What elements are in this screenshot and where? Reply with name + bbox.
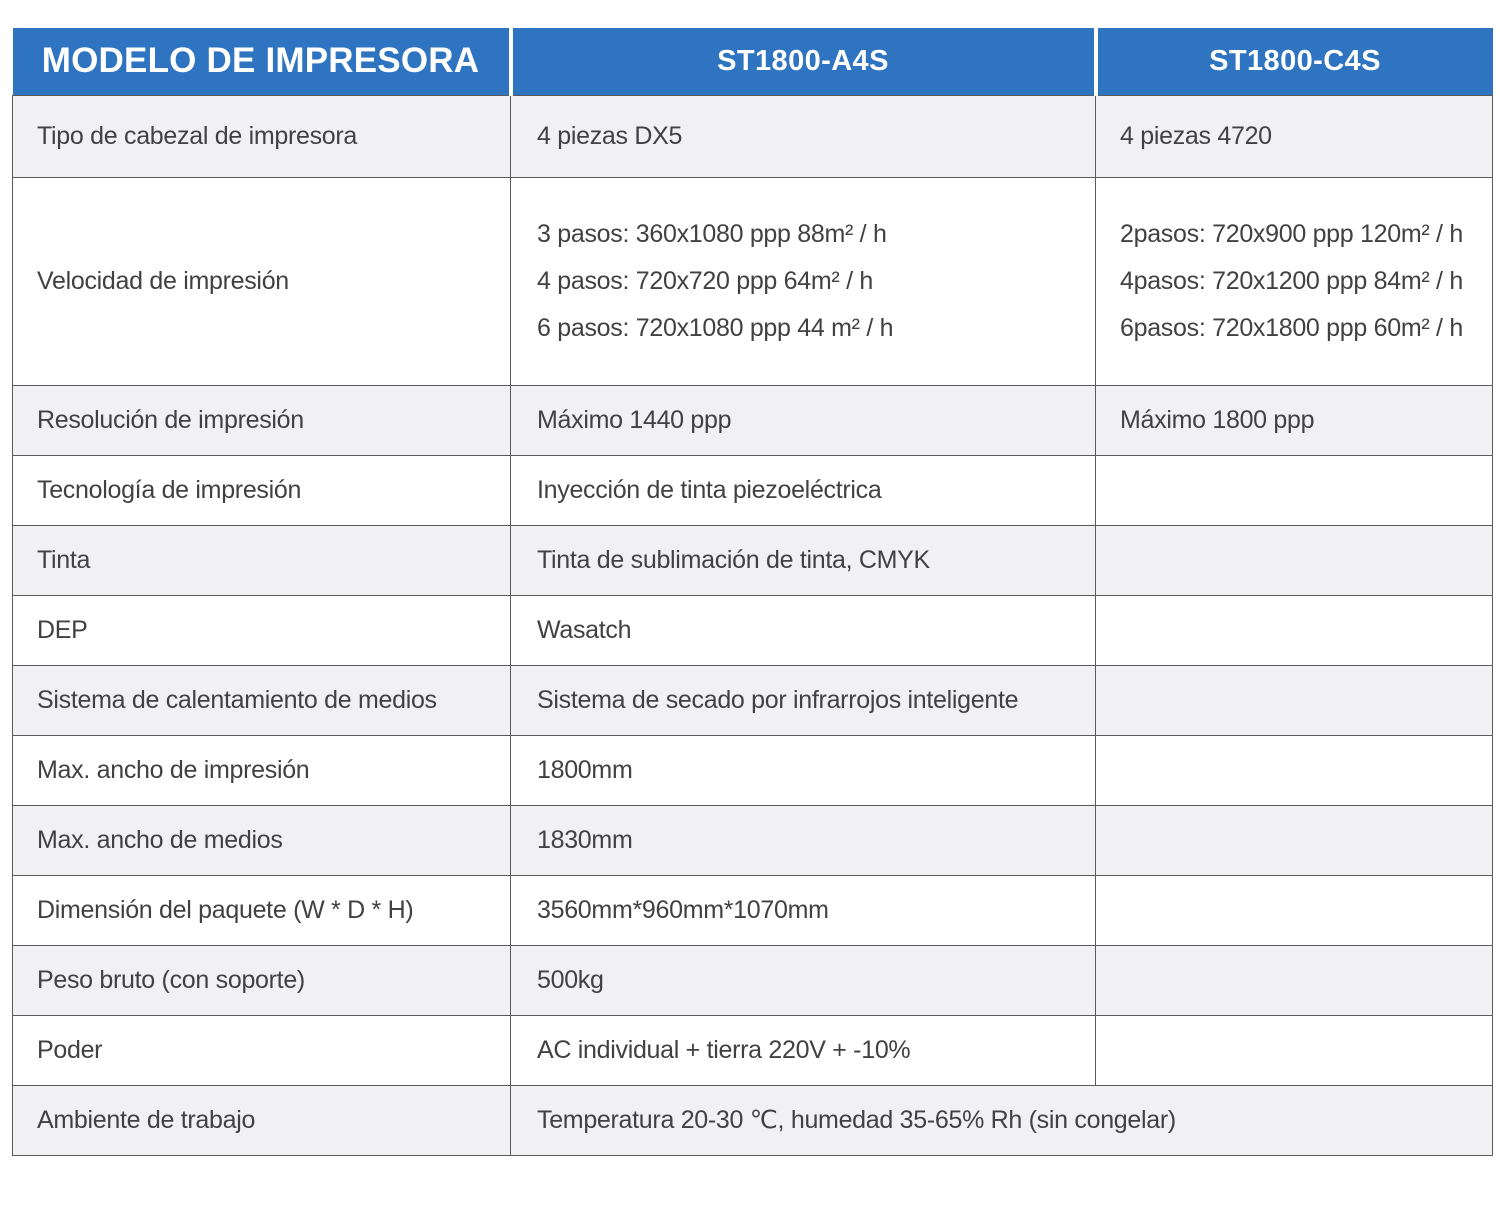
- spec-label-cell: Sistema de calentamiento de medios: [13, 665, 511, 735]
- spec-label-cell: Poder: [13, 1015, 511, 1085]
- spec-value-line: 4pasos: 720x1200 ppp 84m² / h: [1120, 266, 1463, 295]
- spec-label-cell: Ambiente de trabajo: [13, 1085, 511, 1155]
- table-row: [13, 525, 1493, 595]
- spec-value-line: AC individual + tierra 220V + -10%: [537, 1035, 911, 1064]
- spec-value-line: 1830mm: [537, 825, 633, 854]
- spec-table-body: [13, 95, 1493, 1155]
- spec-value-line: 3 pasos: 360x1080 ppp 88m² / h: [537, 219, 887, 248]
- spec-value-a4s-cell: [511, 95, 1096, 177]
- table-row: [13, 385, 1493, 455]
- spec-value-c4s-cell: [1096, 875, 1493, 945]
- spec-value-line: 6 pasos: 720x1080 ppp 44 m² / h: [537, 313, 894, 342]
- spec-value-c4s-cell: [1096, 385, 1493, 455]
- spec-value-a4s-cell: [511, 945, 1096, 1015]
- spec-value-line: 4 pasos: 720x720 ppp 64m² / h: [537, 266, 873, 295]
- spec-value-c4s-cell: [1096, 177, 1493, 385]
- spec-value-line: Máximo 1800 ppp: [1120, 405, 1315, 434]
- spec-label-cell: Tinta: [13, 525, 511, 595]
- spec-value-line: 6pasos: 720x1800 ppp 60m² / h: [1120, 313, 1463, 342]
- spec-value-line: Inyección de tinta piezoeléctrica: [537, 475, 882, 504]
- spec-value-a4s-cell: [511, 665, 1096, 735]
- spec-value-line: 1800mm: [537, 755, 633, 784]
- spec-label-cell: Peso bruto (con soporte): [13, 945, 511, 1015]
- table-row: [13, 595, 1493, 665]
- spec-value-a4s-cell: [511, 735, 1096, 805]
- table-row: [13, 1085, 1493, 1155]
- spec-value-a4s-cell: [511, 1015, 1096, 1085]
- spec-value-line: 4 piezas DX5: [537, 121, 683, 150]
- printer-spec-table: [12, 28, 1493, 1156]
- spec-value-line: Sistema de secado por infrarrojos inteligente: [537, 685, 1019, 714]
- spec-label-cell: Resolución de impresión: [13, 385, 511, 455]
- spec-value-a4s-cell: [511, 595, 1096, 665]
- spec-value-line: 4 piezas 4720: [1120, 121, 1272, 150]
- table-row: [13, 95, 1493, 177]
- spec-table-header: [13, 28, 1493, 95]
- spec-value-line: Tinta de sublimación de tinta, CMYK: [537, 545, 930, 574]
- spec-value-line: Wasatch: [537, 615, 632, 644]
- spec-value-a4s-cell: [511, 805, 1096, 875]
- table-row: [13, 875, 1493, 945]
- spec-value-c4s-cell: [1096, 805, 1493, 875]
- spec-label-cell: Velocidad de impresión: [13, 177, 511, 385]
- table-row: [13, 805, 1493, 875]
- spec-value-c4s-cell: [1096, 945, 1493, 1015]
- spec-value-c4s-cell: [1096, 1015, 1493, 1085]
- spec-value-a4s-cell: [511, 385, 1096, 455]
- spec-label-cell: Max. ancho de impresión: [13, 735, 511, 805]
- spec-value-c4s-cell: [1096, 525, 1493, 595]
- header-cell-st1800-c4s: ST1800-C4S: [1096, 28, 1493, 95]
- spec-value-c4s-cell: [1096, 665, 1493, 735]
- spec-value-a4s-cell: [511, 177, 1096, 385]
- spec-value-line: 3560mm*960mm*1070mm: [537, 895, 829, 924]
- table-row: [13, 735, 1493, 805]
- spec-value-line: 2pasos: 720x900 ppp 120m² / h: [1120, 219, 1463, 248]
- spec-value-line: Temperatura 20-30 ℃, humedad 35-65% Rh (sin congelar): [537, 1106, 1176, 1134]
- table-row: [13, 665, 1493, 735]
- spec-label-cell: Tipo de cabezal de impresora: [13, 95, 511, 177]
- spec-label-cell: Tecnología de impresión: [13, 455, 511, 525]
- spec-value-c4s-cell: [1096, 455, 1493, 525]
- spec-value-a4s-cell: [511, 525, 1096, 595]
- spec-value-c4s-cell: [1096, 95, 1493, 177]
- spec-value-c4s-cell: [1096, 595, 1493, 665]
- spec-label-cell: Max. ancho de medios: [13, 805, 511, 875]
- header-cell-model-label: MODELO DE IMPRESORA: [13, 28, 511, 95]
- table-row: [13, 455, 1493, 525]
- spec-value-c4s-cell: [1096, 735, 1493, 805]
- spec-value-line: 500kg: [537, 965, 604, 994]
- table-row: [13, 177, 1493, 385]
- spec-value-line: Máximo 1440 ppp: [537, 405, 732, 434]
- spec-label-cell: DEP: [13, 595, 511, 665]
- table-row: [13, 945, 1493, 1015]
- spec-value-a4s-cell: [511, 875, 1096, 945]
- spec-label-cell: Dimensión del paquete (W * D * H): [13, 875, 511, 945]
- spec-value-a4s-cell: [511, 1085, 1493, 1155]
- table-row: [13, 1015, 1493, 1085]
- header-cell-st1800-a4s: ST1800-A4S: [511, 28, 1096, 95]
- spec-value-a4s-cell: [511, 455, 1096, 525]
- header-row: [13, 28, 1493, 95]
